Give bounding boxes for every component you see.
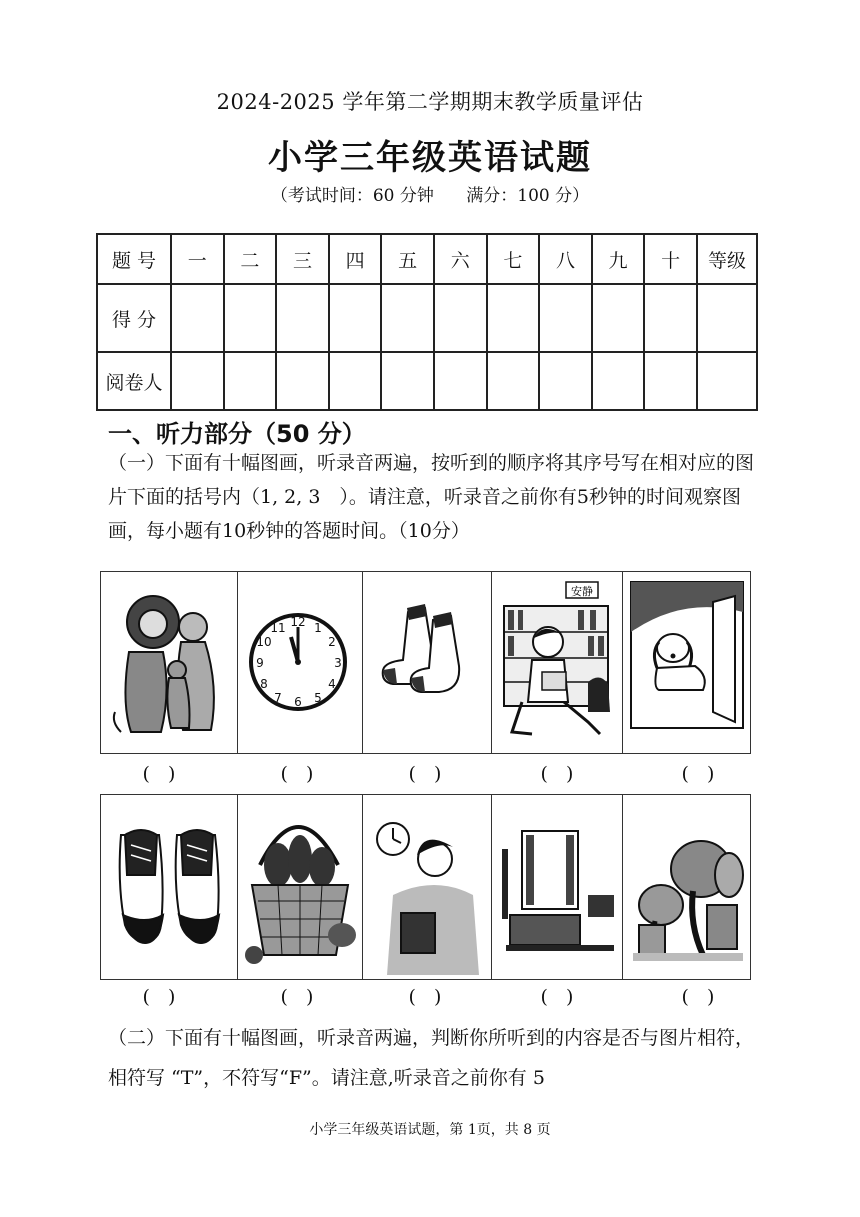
- score-cell: [434, 284, 487, 352]
- svg-text:10: 10: [256, 635, 272, 649]
- section-title: 一、听力部分（50 分）: [108, 420, 366, 448]
- score-table-grader-row: [97, 352, 757, 410]
- grader-cell: [434, 352, 487, 410]
- score-cell: [171, 284, 224, 352]
- answer-blank[interactable]: ( ): [142, 986, 176, 1008]
- column-header: 二: [224, 234, 277, 284]
- column-header: 五: [381, 234, 434, 284]
- grader-cell: [539, 352, 592, 410]
- svg-text:1: 1: [314, 621, 322, 635]
- column-header: 八: [539, 234, 592, 284]
- answer-blank[interactable]: ( ): [408, 763, 442, 785]
- column-header: 四: [329, 234, 382, 284]
- svg-text:7: 7: [274, 691, 282, 705]
- svg-text:8: 8: [260, 677, 268, 691]
- exam-info: （考试时间：60 分钟 满分：100 分）: [270, 186, 590, 206]
- living-room-picture: [491, 794, 623, 980]
- boy-with-bag-picture: [362, 794, 492, 980]
- grader-cell: [381, 352, 434, 410]
- grader-cell: [224, 352, 277, 410]
- row-label: 题 号: [97, 234, 171, 284]
- column-header: 七: [487, 234, 540, 284]
- score-table: [96, 233, 758, 411]
- column-header: 六: [434, 234, 487, 284]
- socks-picture: [362, 571, 492, 754]
- elephants-picture: [622, 794, 751, 980]
- grader-cell: [487, 352, 540, 410]
- score-cell: [539, 284, 592, 352]
- score-cell: [697, 284, 757, 352]
- clock-picture: [237, 571, 363, 754]
- library-sign-text: 安静: [571, 585, 593, 598]
- vegetable-basket-picture: [237, 794, 363, 980]
- svg-text:11: 11: [270, 621, 286, 635]
- svg-text:5: 5: [314, 691, 322, 705]
- score-cell: [644, 284, 697, 352]
- grader-cell: [329, 352, 382, 410]
- column-header: 三: [276, 234, 329, 284]
- answer-blank[interactable]: ( ): [681, 763, 715, 785]
- page-footer: 小学三年级英语试题，第 1页，共 8 页: [309, 1122, 551, 1138]
- svg-text:12: 12: [290, 615, 306, 629]
- boy-reading-library-picture: [491, 571, 623, 754]
- svg-text:4: 4: [328, 677, 336, 691]
- svg-text:2: 2: [328, 635, 336, 649]
- answer-blank[interactable]: ( ): [142, 763, 176, 785]
- answer-blank[interactable]: ( ): [540, 986, 574, 1008]
- score-cell: [224, 284, 277, 352]
- score-cell: [381, 284, 434, 352]
- answer-blank[interactable]: ( ): [280, 986, 314, 1008]
- grader-cell: [697, 352, 757, 410]
- answer-blank[interactable]: ( ): [540, 763, 574, 785]
- grader-cell: [592, 352, 645, 410]
- svg-text:9: 9: [256, 656, 264, 670]
- answer-blank[interactable]: ( ): [280, 763, 314, 785]
- answer-blank[interactable]: ( ): [408, 986, 442, 1008]
- term-title: 2024-2025 学年第二学期期末教学质量评估: [216, 90, 644, 114]
- dog-picture: [622, 571, 751, 754]
- row-label: 阅卷人: [97, 352, 171, 410]
- score-cell: [592, 284, 645, 352]
- column-header: 十: [644, 234, 697, 284]
- column-header: 一: [171, 234, 224, 284]
- exam-title: 小学三年级英语试题: [268, 138, 592, 178]
- score-table-header-row: [97, 234, 757, 284]
- answer-blank[interactable]: ( ): [681, 986, 715, 1008]
- score-cell: [276, 284, 329, 352]
- score-cell: [487, 284, 540, 352]
- row-label: 得 分: [97, 284, 171, 352]
- column-header: 等级: [697, 234, 757, 284]
- svg-text:3: 3: [334, 656, 342, 670]
- grader-cell: [171, 352, 224, 410]
- sneakers-picture: [100, 794, 238, 980]
- column-header: 九: [592, 234, 645, 284]
- lion-family-picture: [100, 571, 238, 754]
- part1-instructions: （一）下面有十幅图画，听录音两遍，按听到的顺序将其序号写在相对应的图片下面的括号内（1, 2, 3 ）。请注意，听录音之前你有5秒钟的时间观察图画，每小题有10秒钟的答题时间。（10分）: [108, 452, 755, 542]
- grader-cell: [276, 352, 329, 410]
- grader-cell: [644, 352, 697, 410]
- svg-text:6: 6: [294, 695, 302, 709]
- score-table-score-row: [97, 284, 757, 352]
- score-cell: [329, 284, 382, 352]
- part2-instructions: （二）下面有十幅图画，听录音两遍，判断你所听到的内容是否与图片相符，相符写 “T”，不符写“F”。请注意,听录音之前你有 5: [108, 1027, 755, 1089]
